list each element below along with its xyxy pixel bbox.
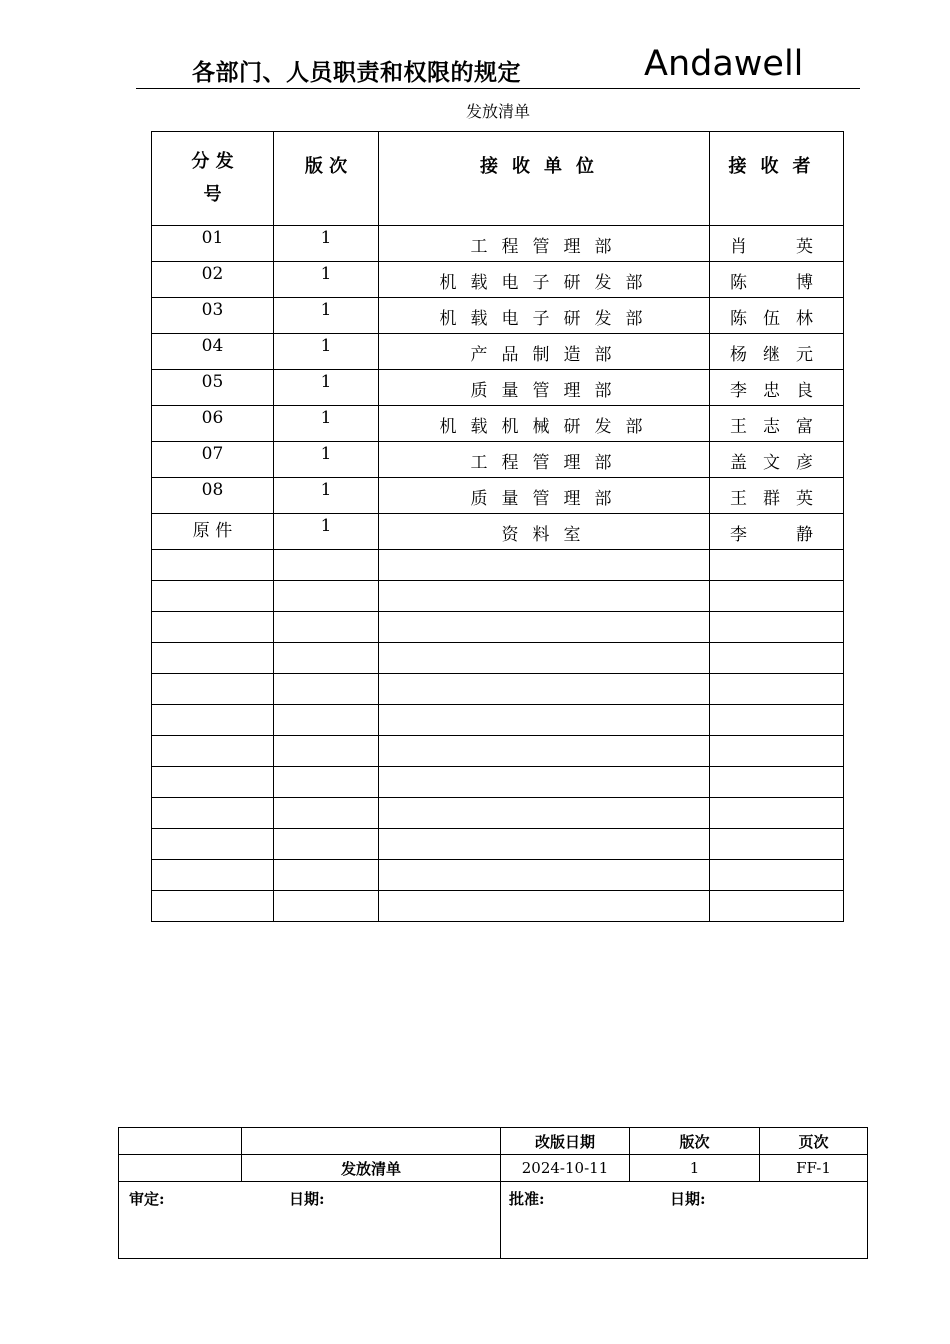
version-cell (274, 262, 379, 298)
receiver-cell-text: 李忠良 (730, 381, 815, 401)
reviewer-label: 审定: (129, 1190, 165, 1208)
table-row (152, 478, 844, 514)
receiver-cell-text: 王志富 (730, 417, 815, 437)
unit-cell-text: 资料室 (501, 525, 595, 545)
unit-cell (379, 514, 710, 550)
empty-cell (274, 550, 379, 581)
table-row (152, 298, 844, 334)
version-cell (274, 226, 379, 262)
empty-cell (274, 643, 379, 674)
footer-version-label: 版次 (630, 1128, 760, 1155)
header-unit-label: 接收单位 (480, 156, 608, 177)
footer-revision-date: 2024-10-11 (501, 1155, 630, 1182)
empty-cell (710, 581, 844, 612)
empty-cell (379, 767, 710, 798)
distribution-table-body (152, 226, 844, 922)
dist-no-cell (152, 514, 274, 550)
receiver-cell (710, 406, 844, 442)
empty-cell (274, 767, 379, 798)
empty-cell (152, 581, 274, 612)
table-row (152, 442, 844, 478)
footer-page: FF-1 (760, 1155, 868, 1182)
empty-cell (379, 829, 710, 860)
unit-cell-text: 工程管理部 (470, 237, 626, 257)
header-unit (379, 132, 710, 226)
header-dist-no-line2: 号 (203, 183, 222, 205)
empty-cell (152, 612, 274, 643)
table-row (152, 226, 844, 262)
table-row-empty (152, 860, 844, 891)
footer-revision-date-label: 改版日期 (501, 1128, 630, 1155)
table-row-empty (152, 674, 844, 705)
table-row-empty (152, 891, 844, 922)
empty-cell (152, 829, 274, 860)
footer-version: 1 (630, 1155, 760, 1182)
page-header (136, 44, 860, 89)
dist-no-cell (152, 226, 274, 262)
unit-cell-text: 机载电子研发部 (439, 309, 657, 329)
version-cell-text: 1 (320, 408, 332, 428)
unit-cell-text: 产品制造部 (470, 345, 626, 365)
table-row (152, 262, 844, 298)
dist-no-cell-text: 06 (201, 408, 224, 428)
empty-cell (379, 550, 710, 581)
empty-cell (710, 829, 844, 860)
empty-cell (379, 736, 710, 767)
receiver-cell (710, 262, 844, 298)
receiver-cell-text: 陈博 (730, 273, 815, 293)
unit-cell (379, 478, 710, 514)
dist-no-cell-text: 08 (201, 480, 224, 500)
empty-cell (152, 860, 274, 891)
receiver-cell-text: 杨继元 (730, 345, 815, 365)
empty-cell (152, 674, 274, 705)
unit-cell-text: 质量管理部 (470, 381, 626, 401)
table-row-empty (152, 643, 844, 674)
unit-cell (379, 226, 710, 262)
version-cell-text: 1 (320, 228, 332, 248)
empty-cell (274, 736, 379, 767)
empty-cell (152, 891, 274, 922)
unit-cell (379, 298, 710, 334)
header-receiver-label: 接收者 (728, 156, 825, 177)
dist-no-cell (152, 406, 274, 442)
footer-blank-cell (119, 1128, 242, 1155)
version-cell (274, 298, 379, 334)
table-row (152, 370, 844, 406)
empty-cell (710, 705, 844, 736)
document-title: 各部门、人员职责和权限的规定 (192, 59, 521, 86)
unit-cell-text: 工程管理部 (470, 453, 626, 473)
empty-cell (379, 674, 710, 705)
empty-cell (710, 736, 844, 767)
review-signature-box (119, 1182, 501, 1259)
header-dist-no-line1: 分 发 (191, 150, 234, 172)
table-row-empty (152, 705, 844, 736)
version-cell (274, 370, 379, 406)
empty-cell (710, 550, 844, 581)
table-row-empty (152, 798, 844, 829)
dist-no-cell (152, 478, 274, 514)
footer-blank-cell (119, 1155, 242, 1182)
empty-cell (274, 581, 379, 612)
header-version (274, 132, 379, 226)
empty-cell (379, 860, 710, 891)
footer-doc-name: 发放清单 (242, 1155, 501, 1182)
receiver-cell (710, 226, 844, 262)
table-row (152, 334, 844, 370)
receiver-cell (710, 334, 844, 370)
empty-cell (274, 891, 379, 922)
unit-cell-text: 质量管理部 (470, 489, 626, 509)
table-row-empty (152, 767, 844, 798)
empty-cell (710, 891, 844, 922)
dist-no-cell-text: 原 件 (192, 521, 233, 541)
receiver-cell (710, 478, 844, 514)
version-cell-text: 1 (320, 480, 332, 500)
empty-cell (152, 736, 274, 767)
approval-signature-box (501, 1182, 868, 1259)
footer-page-label: 页次 (760, 1128, 868, 1155)
table-row-empty (152, 736, 844, 767)
table-row-empty (152, 612, 844, 643)
version-cell-text: 1 (320, 264, 332, 284)
table-row-empty (152, 550, 844, 581)
version-cell-text: 1 (320, 372, 332, 392)
dist-no-cell-text: 04 (201, 336, 224, 356)
dist-no-cell (152, 442, 274, 478)
header-receiver (710, 132, 844, 226)
section-subtitle: 发放清单 (465, 102, 530, 121)
receiver-cell-text: 王群英 (730, 489, 815, 509)
footer-table (118, 1127, 868, 1259)
unit-cell (379, 370, 710, 406)
receiver-cell (710, 298, 844, 334)
empty-cell (152, 767, 274, 798)
empty-cell (379, 891, 710, 922)
dist-no-cell (152, 298, 274, 334)
empty-cell (379, 581, 710, 612)
dist-no-cell-text: 07 (201, 444, 224, 464)
dist-no-cell (152, 334, 274, 370)
empty-cell (274, 705, 379, 736)
dist-no-cell (152, 262, 274, 298)
empty-cell (710, 612, 844, 643)
empty-cell (710, 674, 844, 705)
version-cell (274, 514, 379, 550)
brand-logo-text: Andawell (644, 44, 804, 84)
unit-cell-text: 机载机械研发部 (439, 417, 657, 437)
approver-label: 批准: (509, 1190, 545, 1208)
receiver-cell-text: 陈伍林 (730, 309, 815, 329)
table-row-empty (152, 581, 844, 612)
receiver-cell-text: 盖文彦 (730, 453, 815, 473)
empty-cell (274, 612, 379, 643)
dist-no-cell-text: 03 (201, 300, 224, 320)
receiver-cell (710, 370, 844, 406)
distribution-table-header (152, 132, 844, 226)
empty-cell (710, 643, 844, 674)
empty-cell (274, 798, 379, 829)
empty-cell (379, 798, 710, 829)
receiver-cell (710, 442, 844, 478)
table-row (152, 406, 844, 442)
empty-cell (379, 705, 710, 736)
version-cell-text: 1 (320, 516, 332, 536)
empty-cell (379, 612, 710, 643)
approve-date-label: 日期: (670, 1190, 706, 1208)
header-version-label: 版 次 (304, 156, 348, 177)
table-row (152, 514, 844, 550)
version-cell-text: 1 (320, 444, 332, 464)
empty-cell (274, 860, 379, 891)
empty-cell (152, 643, 274, 674)
unit-cell (379, 442, 710, 478)
empty-cell (710, 860, 844, 891)
dist-no-cell-text: 05 (201, 372, 224, 392)
header-dist-no (152, 132, 274, 226)
version-cell (274, 442, 379, 478)
empty-cell (152, 798, 274, 829)
table-row-empty (152, 829, 844, 860)
version-cell-text: 1 (320, 300, 332, 320)
version-cell (274, 478, 379, 514)
review-date-label: 日期: (289, 1190, 325, 1208)
empty-cell (710, 767, 844, 798)
dist-no-cell-text: 01 (201, 228, 224, 248)
receiver-cell-text: 肖英 (730, 237, 815, 257)
empty-cell (710, 798, 844, 829)
empty-cell (152, 705, 274, 736)
empty-cell (274, 674, 379, 705)
empty-cell (274, 829, 379, 860)
receiver-cell-text: 李静 (730, 525, 815, 545)
unit-cell (379, 406, 710, 442)
receiver-cell (710, 514, 844, 550)
unit-cell (379, 262, 710, 298)
empty-cell (152, 550, 274, 581)
footer-blank-cell (242, 1128, 501, 1155)
unit-cell (379, 334, 710, 370)
version-cell-text: 1 (320, 336, 332, 356)
version-cell (274, 406, 379, 442)
dist-no-cell (152, 370, 274, 406)
unit-cell-text: 机载电子研发部 (439, 273, 657, 293)
dist-no-cell-text: 02 (201, 264, 224, 284)
distribution-table (151, 131, 844, 922)
version-cell (274, 334, 379, 370)
empty-cell (379, 643, 710, 674)
